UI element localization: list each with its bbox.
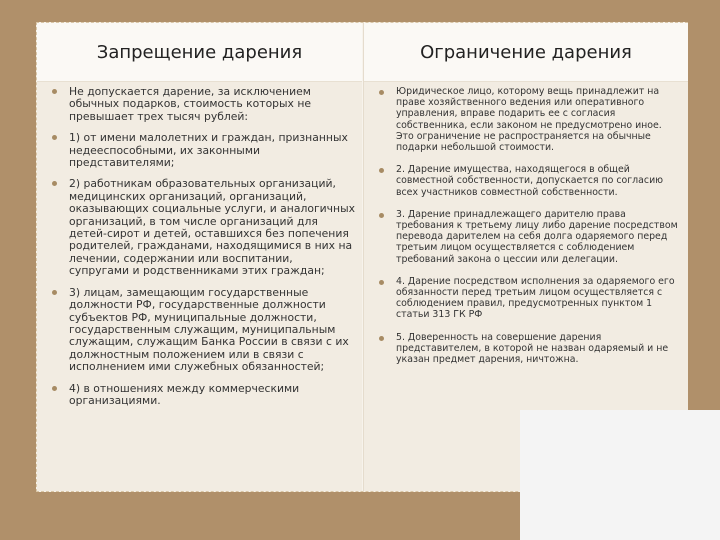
list-item xyxy=(372,164,682,198)
bullet-icon xyxy=(379,280,384,285)
column-title-prohibition: Запрещение дарения xyxy=(37,23,362,82)
list-item xyxy=(45,178,356,277)
bullet-icon xyxy=(379,168,384,173)
list-item-text: 4. Дарение посредством исполнения за одаряемого его обязанности перед третьим лицом осуществляется с соблюдением правил, предусмотренных пунктом 1 статьи 313 ГК РФ xyxy=(396,275,675,321)
list-item-text: 4) в отношениях между коммерческими организациями. xyxy=(69,381,300,407)
bullet-icon xyxy=(52,135,57,140)
list-item-text: Юридическое лицо, которому вещь принадлежит на праве хозяйственного ведения или оперативного управления, вправе подарить ее с согласия собственника, если законом не предусмотрено иное. Это ограничение не распространяется на обычные подарки небольшой стоимости. xyxy=(396,86,662,154)
list-item-text: 1) от имени малолетних и граждан, признанных недееспособными, их законными представителями; xyxy=(69,131,348,170)
list-item-text: 3) лицам, замещающим государственные должности РФ, государственные должности субъектов РФ, муниципальные должности, государственным служащим, муниципальным служащим, служащим Банка России в связи с их должностным положением или в связи с исполнением ими служебных обязанностей; xyxy=(69,285,349,374)
list-item xyxy=(372,86,682,153)
bullet-icon xyxy=(52,386,57,391)
list-item-text: Не допускается дарение, за исключением обычных подарков, стоимость которых не превышает трех тысяч рублей: xyxy=(69,85,312,123)
list-item xyxy=(372,276,682,321)
list-item xyxy=(45,383,356,408)
bullet-icon xyxy=(52,290,57,295)
column-title-restriction: Ограничение дарения xyxy=(364,23,688,82)
no-gift-illustration xyxy=(520,410,720,540)
bullet-icon xyxy=(379,90,384,95)
list-item-text: 5. Доверенность на совершение дарения представителем, в которой не назван одаряемый и не указан предмет дарения, ничтожна. xyxy=(396,331,669,366)
list-item-text: 2. Дарение имущества, находящегося в общей совместной собственности, допускается по согласию всех участников совместной собственности. xyxy=(396,164,664,198)
column-body-prohibition xyxy=(37,82,362,491)
column-prohibition xyxy=(37,23,362,491)
list-item xyxy=(45,287,356,374)
bullet-icon xyxy=(52,89,57,94)
bullet-icon xyxy=(379,336,384,341)
bullet-icon xyxy=(379,213,384,218)
list-item xyxy=(372,209,682,265)
list-item-text: 2) работникам образовательных организаций, медицинских организаций, организаций, оказывающих социальные услуги, и аналогичных организаций, в том числе организаций для детей-сирот и детей, оставшихся без попечения родителей, гражданами, находящимися в них на лечении, содержании или воспитании, супругами и родственниками этих граждан; xyxy=(69,177,355,278)
bullet-icon xyxy=(52,181,57,186)
list-item xyxy=(372,332,682,366)
list-item xyxy=(45,132,356,169)
list-item xyxy=(45,86,356,123)
list-item-text: 3. Дарение принадлежащего дарителю права требования к третьему лицу либо дарение посредством перевода дарителем на себя долга одаряемого перед третьим лицом осуществляется с соблюдением требований закона о цессии или делегации. xyxy=(396,208,678,265)
